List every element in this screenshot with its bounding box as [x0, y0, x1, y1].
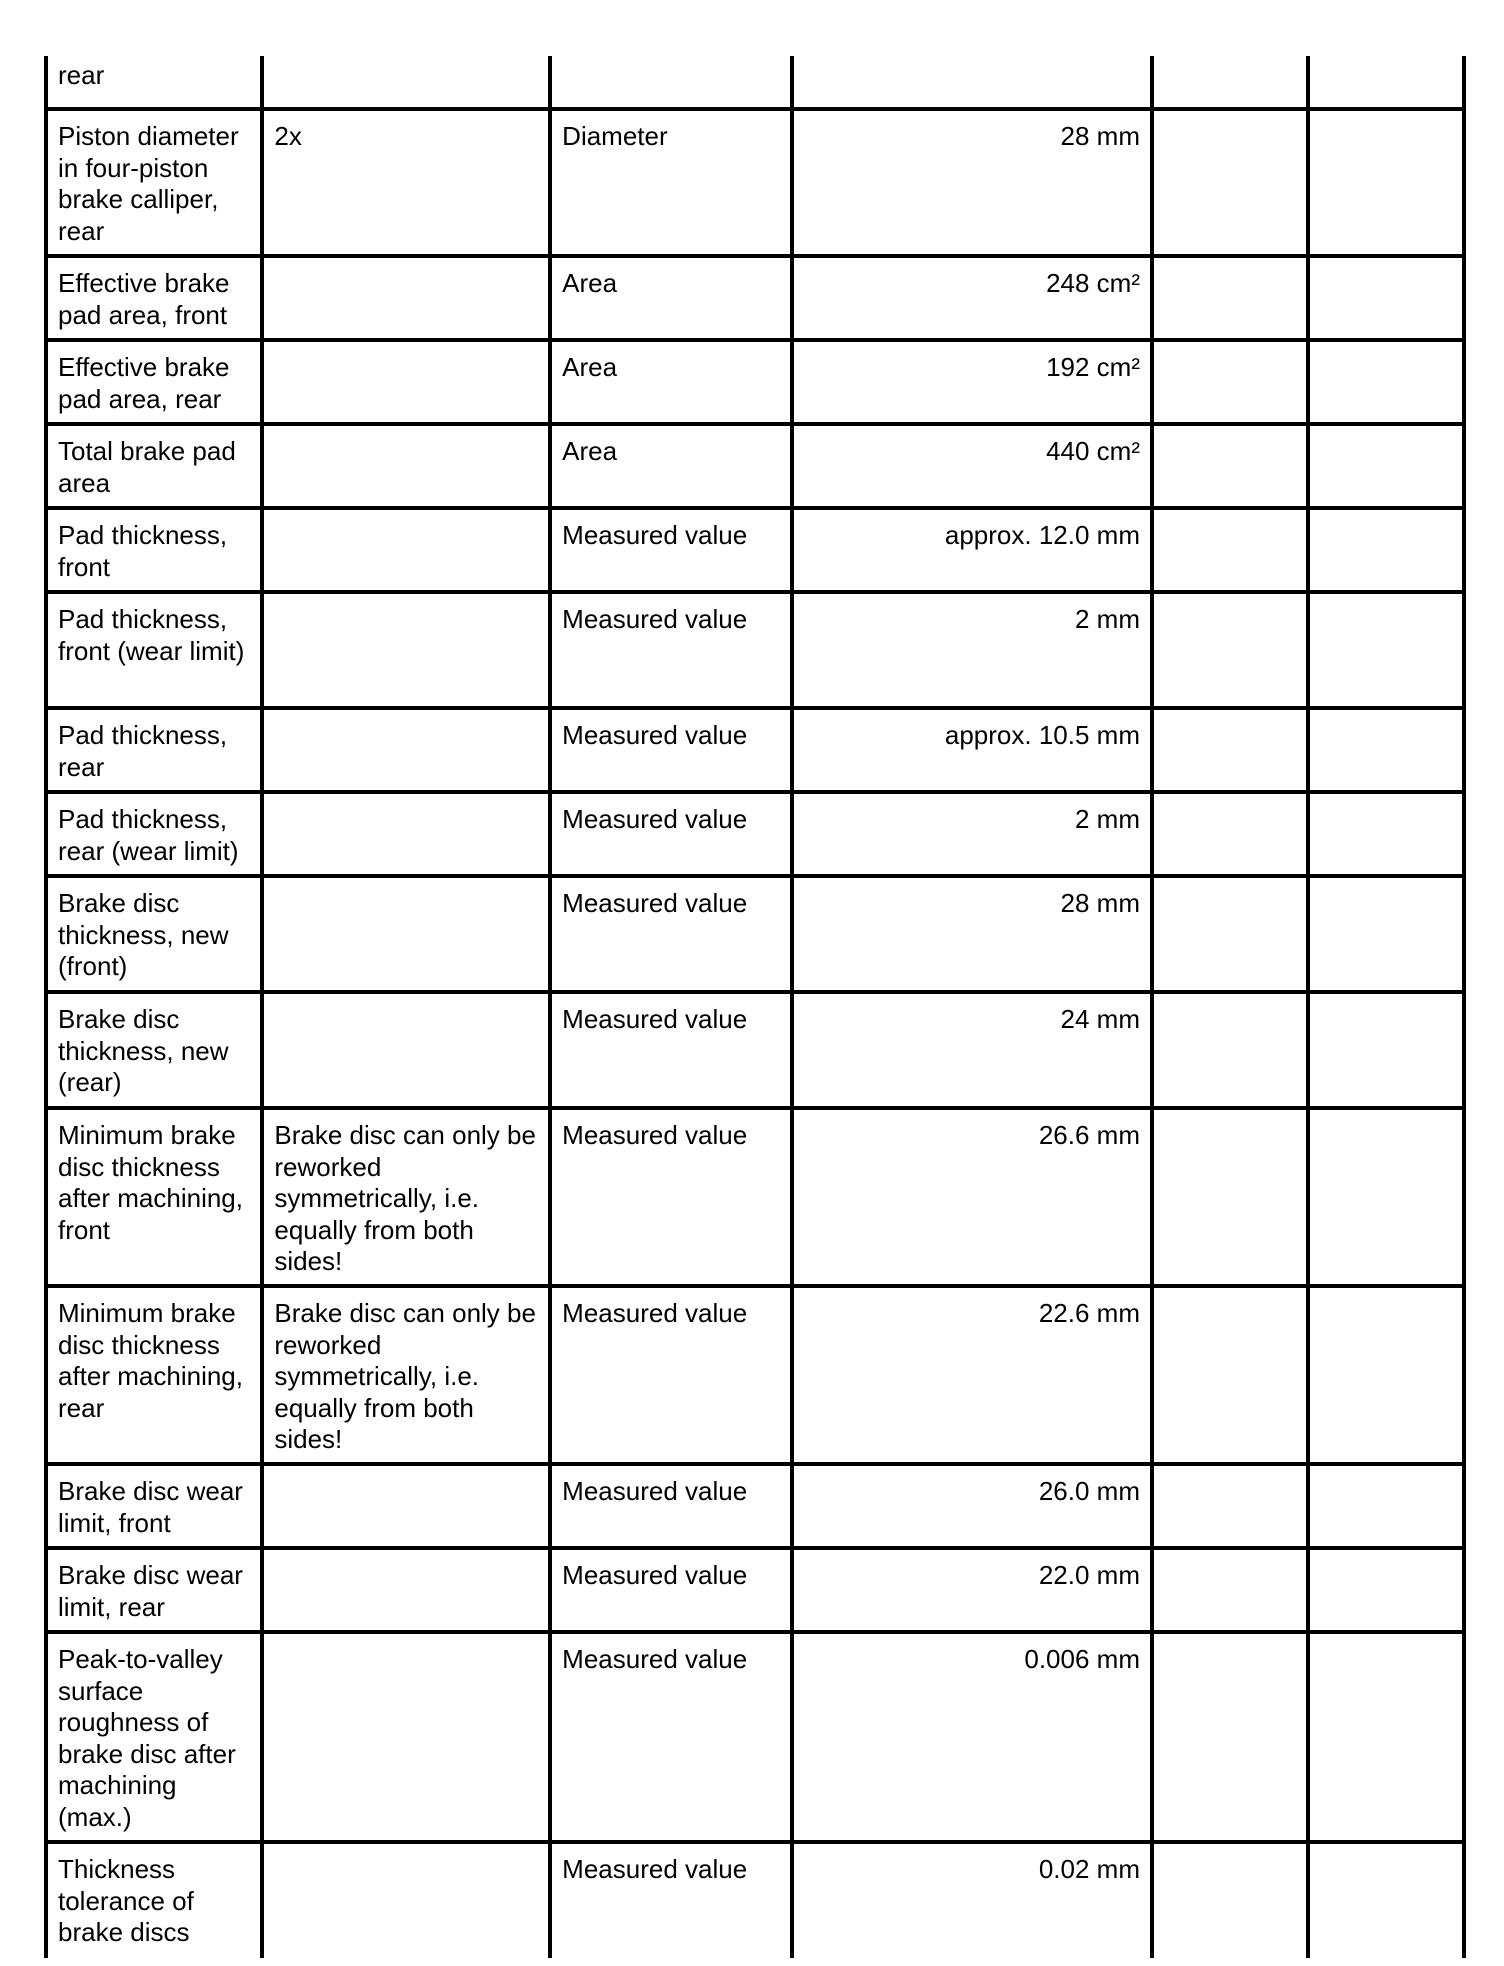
parameter-cell: rear — [46, 56, 262, 109]
extra-cell-2 — [1308, 340, 1464, 424]
extra-cell-2 — [1308, 256, 1464, 340]
table-row — [46, 1548, 1464, 1632]
value-cell: 22.0 mm — [792, 1548, 1152, 1632]
extra-cell-1 — [1152, 1842, 1308, 1958]
extra-cell-2 — [1308, 1842, 1464, 1958]
note-cell — [262, 708, 550, 792]
note-cell — [262, 1842, 550, 1958]
table-row — [46, 1108, 1464, 1286]
extra-cell-1 — [1152, 424, 1308, 508]
note-cell: Brake disc can only be reworked symmetrically, i.e. equally from both sides! — [262, 1108, 550, 1286]
parameter-cell: Peak-to-valley surface roughness of brake disc after machining (max.) — [46, 1632, 262, 1842]
type-cell: Area — [550, 424, 792, 508]
table-row — [46, 508, 1464, 592]
note-cell — [262, 876, 550, 992]
note-cell: 2x — [262, 109, 550, 256]
table-row — [46, 876, 1464, 992]
type-cell: Area — [550, 340, 792, 424]
extra-cell-2 — [1308, 424, 1464, 508]
extra-cell-1 — [1152, 1464, 1308, 1548]
type-cell: Measured value — [550, 592, 792, 708]
parameter-cell: Brake disc thickness, new (front) — [46, 876, 262, 992]
note-cell — [262, 56, 550, 109]
parameter-cell: Piston diameter in four-piston brake calliper, rear — [46, 109, 262, 256]
extra-cell-2 — [1308, 109, 1464, 256]
table-row — [46, 1632, 1464, 1842]
extra-cell-2 — [1308, 1108, 1464, 1286]
type-cell: Measured value — [550, 1286, 792, 1464]
table-row — [46, 340, 1464, 424]
note-cell — [262, 992, 550, 1108]
type-cell: Measured value — [550, 1108, 792, 1286]
type-cell — [550, 56, 792, 109]
parameter-cell: Pad thickness, front (wear limit) — [46, 592, 262, 708]
type-cell: Measured value — [550, 1632, 792, 1842]
table-row — [46, 1286, 1464, 1464]
value-cell: 2 mm — [792, 792, 1152, 876]
extra-cell-1 — [1152, 592, 1308, 708]
parameter-cell: Pad thickness, rear (wear limit) — [46, 792, 262, 876]
parameter-cell: Effective brake pad area, rear — [46, 340, 262, 424]
type-cell: Diameter — [550, 109, 792, 256]
type-cell: Measured value — [550, 1842, 792, 1958]
extra-cell-1 — [1152, 256, 1308, 340]
note-cell — [262, 340, 550, 424]
type-cell: Measured value — [550, 1464, 792, 1548]
extra-cell-2 — [1308, 508, 1464, 592]
extra-cell-2 — [1308, 992, 1464, 1108]
note-cell — [262, 508, 550, 592]
table-row — [46, 708, 1464, 792]
value-cell: 440 cm² — [792, 424, 1152, 508]
parameter-cell: Minimum brake disc thickness after machining, rear — [46, 1286, 262, 1464]
extra-cell-1 — [1152, 340, 1308, 424]
note-cell — [262, 1632, 550, 1842]
note-cell — [262, 424, 550, 508]
table-row — [46, 256, 1464, 340]
spec-table-page — [44, 56, 1466, 1958]
extra-cell-2 — [1308, 592, 1464, 708]
extra-cell-2 — [1308, 1632, 1464, 1842]
type-cell: Measured value — [550, 992, 792, 1108]
table-row — [46, 424, 1464, 508]
extra-cell-2 — [1308, 1286, 1464, 1464]
type-cell: Measured value — [550, 708, 792, 792]
table-row — [46, 109, 1464, 256]
extra-cell-1 — [1152, 1286, 1308, 1464]
value-cell: approx. 10.5 mm — [792, 708, 1152, 792]
table-row — [46, 592, 1464, 708]
parameter-cell: Brake disc wear limit, front — [46, 1464, 262, 1548]
table-row — [46, 792, 1464, 876]
value-cell: approx. 12.0 mm — [792, 508, 1152, 592]
value-cell: 248 cm² — [792, 256, 1152, 340]
brake-spec-table — [44, 56, 1466, 1958]
extra-cell-2 — [1308, 876, 1464, 992]
extra-cell-2 — [1308, 792, 1464, 876]
value-cell: 22.6 mm — [792, 1286, 1152, 1464]
extra-cell-1 — [1152, 1632, 1308, 1842]
extra-cell-1 — [1152, 792, 1308, 876]
extra-cell-2 — [1308, 1464, 1464, 1548]
value-cell: 28 mm — [792, 109, 1152, 256]
value-cell: 26.6 mm — [792, 1108, 1152, 1286]
note-cell — [262, 256, 550, 340]
note-cell — [262, 1548, 550, 1632]
value-cell: 28 mm — [792, 876, 1152, 992]
parameter-cell: Pad thickness, front — [46, 508, 262, 592]
value-cell: 2 mm — [792, 592, 1152, 708]
parameter-cell: Thickness tolerance of brake discs — [46, 1842, 262, 1958]
type-cell: Measured value — [550, 792, 792, 876]
value-cell — [792, 56, 1152, 109]
extra-cell-1 — [1152, 1548, 1308, 1632]
parameter-cell: Effective brake pad area, front — [46, 256, 262, 340]
extra-cell-1 — [1152, 56, 1308, 109]
type-cell: Measured value — [550, 876, 792, 992]
table-row — [46, 1464, 1464, 1548]
parameter-cell: Brake disc thickness, new (rear) — [46, 992, 262, 1108]
extra-cell-1 — [1152, 508, 1308, 592]
value-cell: 0.006 mm — [792, 1632, 1152, 1842]
parameter-cell: Pad thickness, rear — [46, 708, 262, 792]
note-cell — [262, 1464, 550, 1548]
table-row — [46, 992, 1464, 1108]
value-cell: 192 cm² — [792, 340, 1152, 424]
extra-cell-1 — [1152, 109, 1308, 256]
table-row — [46, 1842, 1464, 1958]
parameter-cell: Minimum brake disc thickness after machining, front — [46, 1108, 262, 1286]
parameter-cell: Total brake pad area — [46, 424, 262, 508]
type-cell: Measured value — [550, 1548, 792, 1632]
value-cell: 24 mm — [792, 992, 1152, 1108]
note-cell — [262, 792, 550, 876]
extra-cell-1 — [1152, 876, 1308, 992]
extra-cell-2 — [1308, 708, 1464, 792]
extra-cell-1 — [1152, 1108, 1308, 1286]
extra-cell-1 — [1152, 708, 1308, 792]
value-cell: 0.02 mm — [792, 1842, 1152, 1958]
note-cell — [262, 592, 550, 708]
table-row — [46, 56, 1464, 109]
parameter-cell: Brake disc wear limit, rear — [46, 1548, 262, 1632]
extra-cell-2 — [1308, 1548, 1464, 1632]
type-cell: Measured value — [550, 508, 792, 592]
type-cell: Area — [550, 256, 792, 340]
extra-cell-2 — [1308, 56, 1464, 109]
value-cell: 26.0 mm — [792, 1464, 1152, 1548]
note-cell: Brake disc can only be reworked symmetrically, i.e. equally from both sides! — [262, 1286, 550, 1464]
extra-cell-1 — [1152, 992, 1308, 1108]
